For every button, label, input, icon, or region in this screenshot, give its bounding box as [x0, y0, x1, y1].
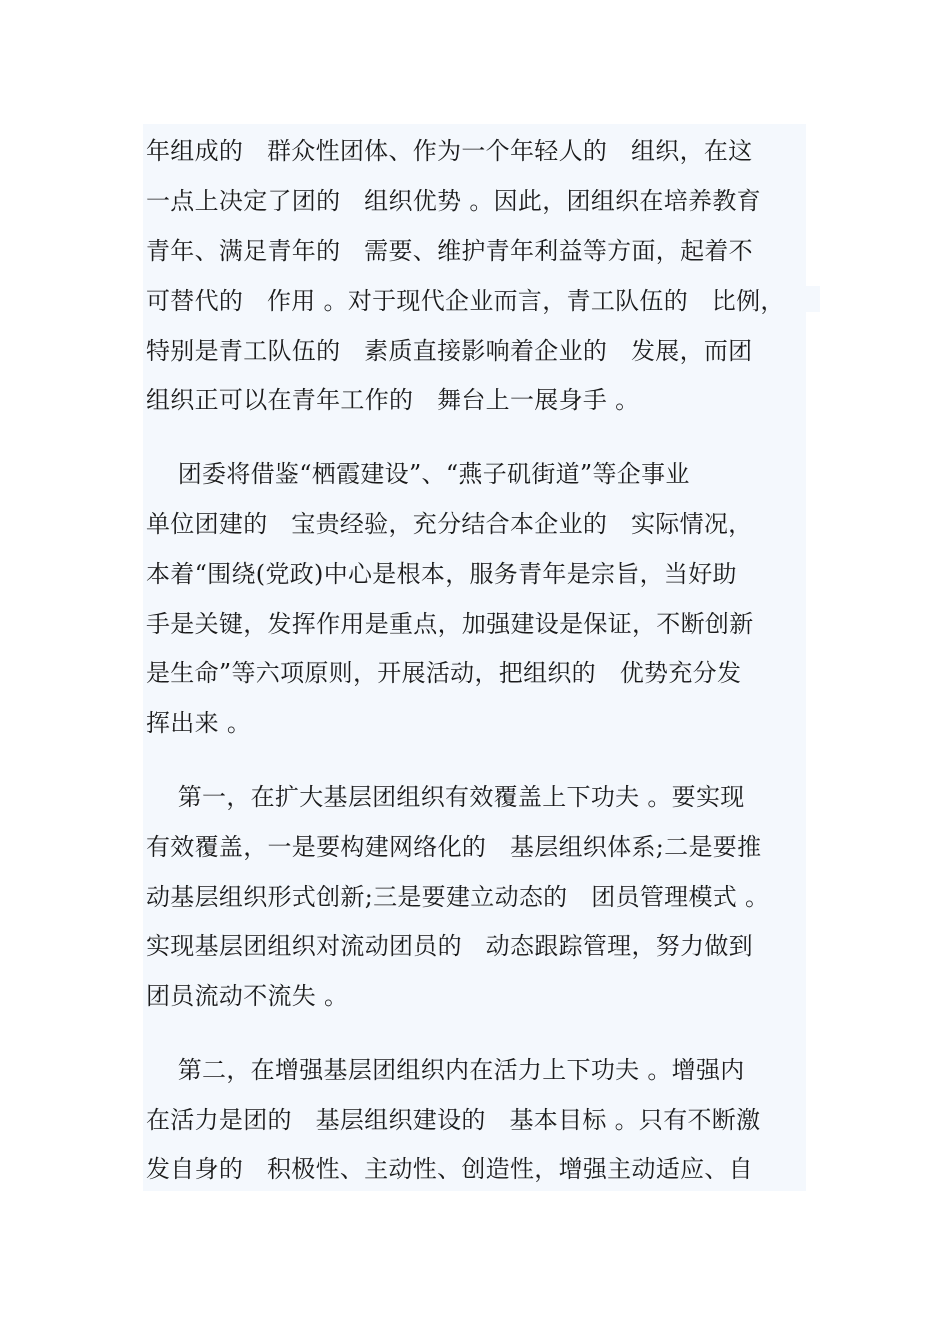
paragraph-1-line-2: 一点上决定了团的 组织优势 。因此，团组织在培养教育: [146, 187, 761, 215]
paragraph-3-line-4: 实现基层团组织对流动团员的 动态跟踪管理，努力做到: [146, 932, 753, 960]
paragraph-1-line-5: 特别是青工队伍的 素质直接影响着企业的 发展，而团: [146, 337, 753, 365]
margin-highlight: [806, 286, 820, 312]
paragraph-4-line-2: 在活力是团的 基层组织建设的 基本目标 。只有不断激: [146, 1106, 761, 1134]
paragraph-1-line-6: 组织正可以在青年工作的 舞台上一展身手 。: [146, 386, 640, 414]
paragraph-4-line-1: 第二，在增强基层团组织内在活力上下功夫 。增强内: [146, 1056, 745, 1084]
paragraph-2-line-5: 是生命”等六项原则，开展活动，把组织的 优势充分发: [146, 659, 742, 687]
paragraph-2-line-4: 手是关键，发挥作用是重点，加强建设是保证，不断创新: [146, 610, 754, 638]
paragraph-3-line-1: 第一，在扩大基层团组织有效覆盖上下功夫 。要实现: [146, 783, 745, 811]
paragraph-2-line-2: 单位团建的 宝贵经验，充分结合本企业的 实际情况，: [146, 510, 753, 538]
paragraph-2-line-6: 挥出来 。: [146, 709, 252, 737]
paragraph-1-line-1: 年组成的 群众性团体、作为一个年轻人的 组织，在这: [146, 137, 753, 165]
paragraph-2-line-1: 团委将借鉴“栖霞建设”、“燕子矶街道”等企事业: [146, 460, 690, 488]
paragraph-3-line-5: 团员流动不流失 。: [146, 982, 349, 1010]
paragraph-3-line-3: 动基层组织形式创新;三是要建立动态的 团员管理模式 。: [146, 883, 770, 911]
paragraph-3-line-2: 有效覆盖，一是要构建网络化的 基层组织体系;二是要推: [146, 833, 762, 861]
paragraph-1-line-3: 青年、满足青年的 需要、维护青年利益等方面，起着不: [146, 237, 753, 265]
paragraph-4-line-3: 发自身的 积极性、主动性、创造性，增强主动适应、自: [146, 1155, 753, 1183]
paragraph-2-line-3: 本着“围绕(党政)中心是根本，服务青年是宗旨，当好助: [146, 560, 737, 588]
paragraph-1-line-4: 可替代的 作用 。对于现代企业而言，青工队伍的 比例，: [146, 287, 785, 315]
